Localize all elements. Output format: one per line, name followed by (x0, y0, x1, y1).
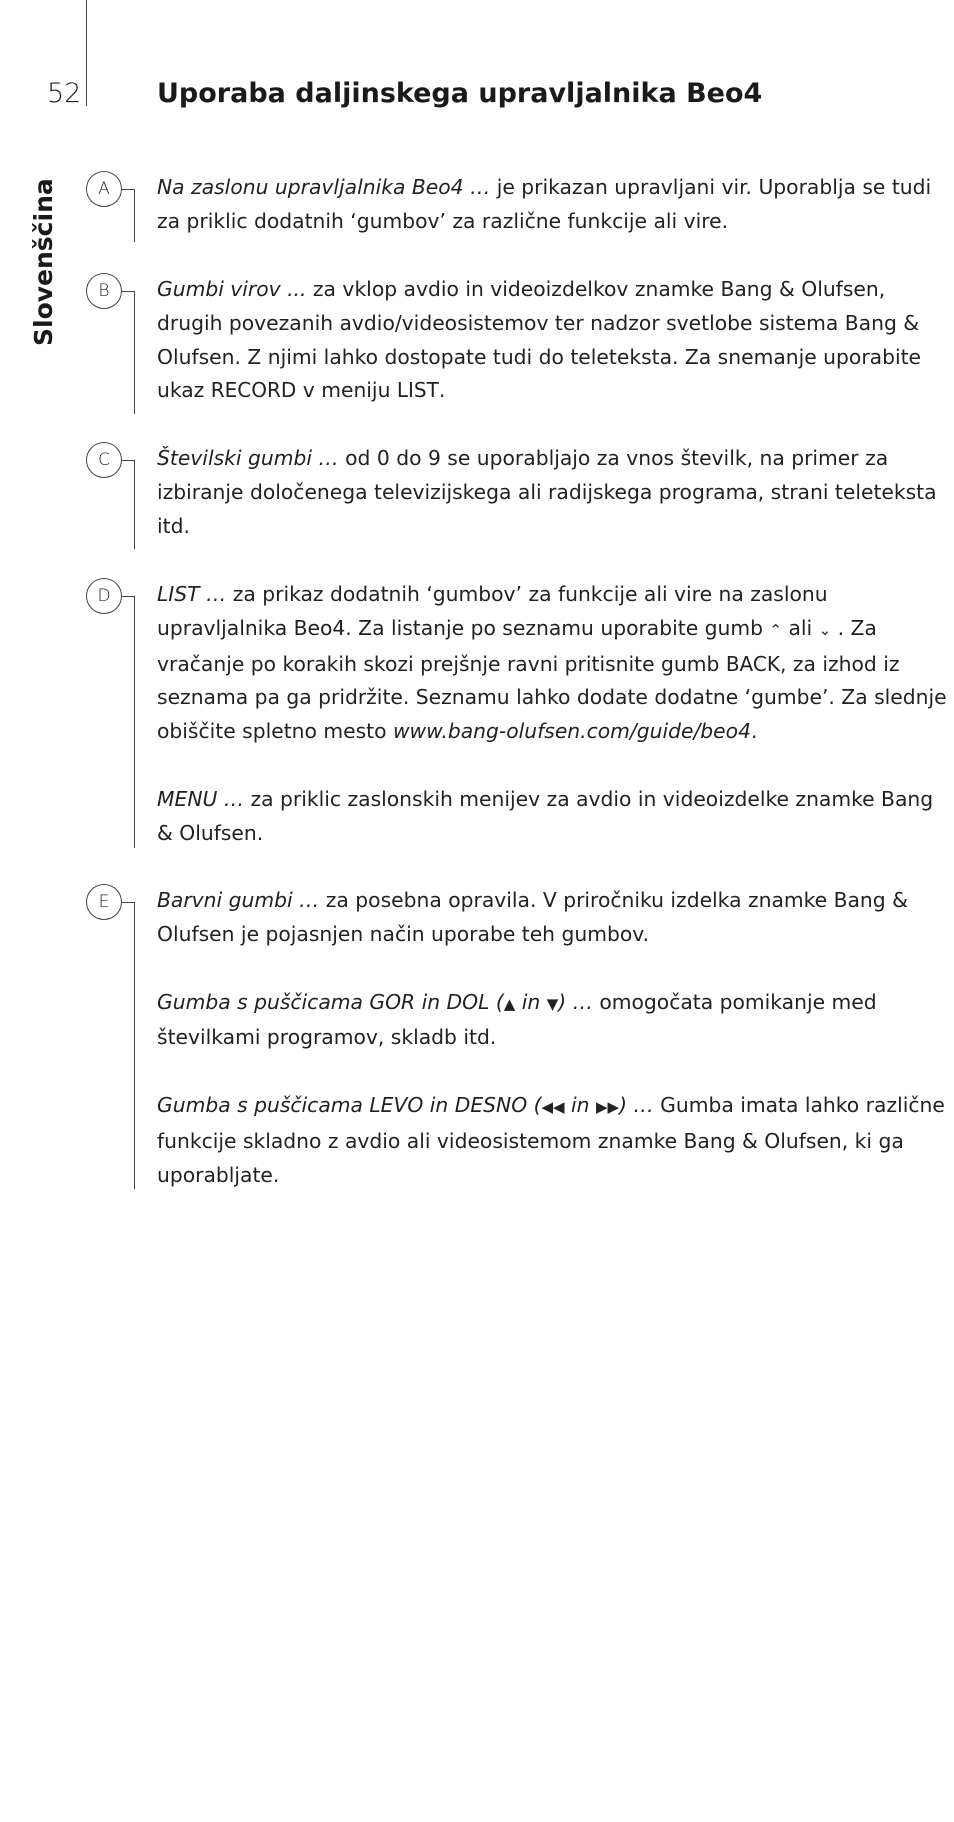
section-marker-a: A (86, 171, 122, 207)
arrow-down-icon: ▼ (546, 994, 559, 1013)
section-marker-b: B (86, 273, 122, 309)
section-c-text: Številski gumbi … od 0 do 9 se uporabljajo za vnos številk, na primer za izbiranje določenega televizijskega ali radijskega programa, strani teleteksta itd. (157, 446, 937, 538)
section-a-lead: Na zaslonu upravljalnika Beo4 … (157, 175, 491, 199)
section-bracket (122, 902, 135, 1189)
section-marker-e: E (86, 884, 122, 920)
section-a (86, 171, 946, 242)
chevron-up-icon: ⌃ (769, 620, 783, 639)
section-marker-d: D (86, 578, 122, 614)
list-keyword: LIST (396, 378, 439, 403)
section-d-text: LIST … za prikaz dodatnih ‘gumbov’ za funkcije ali vire na zaslonu upravljalnika Beo4. Za listanje po seznamu uporabite gumb ⌃ ali ⌄ . Za vračanje po korakih skozi prejšnje ravni pritisnite gumb BACK, za izhod iz seznama pa ga pridržite. Seznamu lahko dodate dodatne ‘gumbe’. Za slednje obiščite spletno mesto www.bang-olufsen.com/guide/beo4. MENU … za priklic zaslonskih menijev za avdio in videoizdelke znamke Bang & Olufsen. (157, 582, 947, 845)
section-b (86, 273, 946, 414)
page-number: 52 (47, 78, 82, 109)
section-a-text: Na zaslonu upravljalnika Beo4 … je prikazan upravljani vir. Uporablja se tudi za priklic dodatnih ‘gumbov’ za različne funkcije ali vire. (157, 175, 932, 233)
arrow-up-icon: ▲ (503, 994, 516, 1013)
section-c (86, 442, 946, 549)
section-c-lead: Številski gumbi … (157, 446, 339, 470)
section-d (86, 578, 946, 848)
guide-url: www.bang-olufsen.com/guide/beo4 (392, 719, 751, 744)
header-vertical-rule (86, 0, 87, 106)
section-e-text: Barvni gumbi … za posebna opravila. V priročniku izdelka znamke Bang & Olufsen je pojasnjen način uporabe teh gumbov. Gumba s puščicama GOR in DOL (▲ in ▼) … omogočata pomikanje med številkami programov, skladb itd. Gumba s puščicama LEVO in DESNO (◀◀ in ▶▶) … Gumba imata lahko različne funkcije skladno z avdio ali videosistemom znamke Bang & Olufsen, ki ga uporabljate. (157, 888, 945, 1187)
page-title: Uporaba daljinskega upravljalnika Beo4 (157, 78, 763, 109)
rewind-icon: ◀◀ (541, 1098, 565, 1117)
section-bracket (122, 596, 135, 848)
section-b-lead: Gumbi virov ... (157, 277, 307, 301)
left-right-lead: Gumba s puščicama LEVO in DESNO (◀◀ in ▶▶) … (157, 1093, 654, 1118)
fast-forward-icon: ▶▶ (595, 1098, 620, 1117)
menu-lead: MENU … (157, 786, 245, 811)
language-tab: Slovenščina (29, 178, 58, 346)
section-marker-c: C (86, 442, 122, 478)
up-down-lead: Gumba s puščicama GOR in DOL (▲ in ▼) … (157, 989, 593, 1014)
section-e (86, 884, 946, 1189)
list-lead: LIST … (157, 582, 227, 606)
section-b-text: Gumbi virov ... za vklop avdio in videoizdelkov znamke Bang & Olufsen, drugih povezanih avdio/videosistemov ter nadzor svetlobe sistema Bang & Olufsen. Z njimi lahko dostopate tudi do teleteksta. Za snemanje uporabite ukaz RECORD v meniju LIST. (157, 277, 922, 403)
back-keyword: BACK (725, 651, 780, 676)
colour-buttons-lead: Barvni gumbi … (157, 888, 320, 912)
record-keyword: RECORD (210, 378, 297, 403)
section-bracket (122, 460, 135, 549)
section-bracket (122, 189, 135, 242)
chevron-down-icon: ⌄ (818, 620, 832, 639)
section-bracket (122, 291, 135, 414)
